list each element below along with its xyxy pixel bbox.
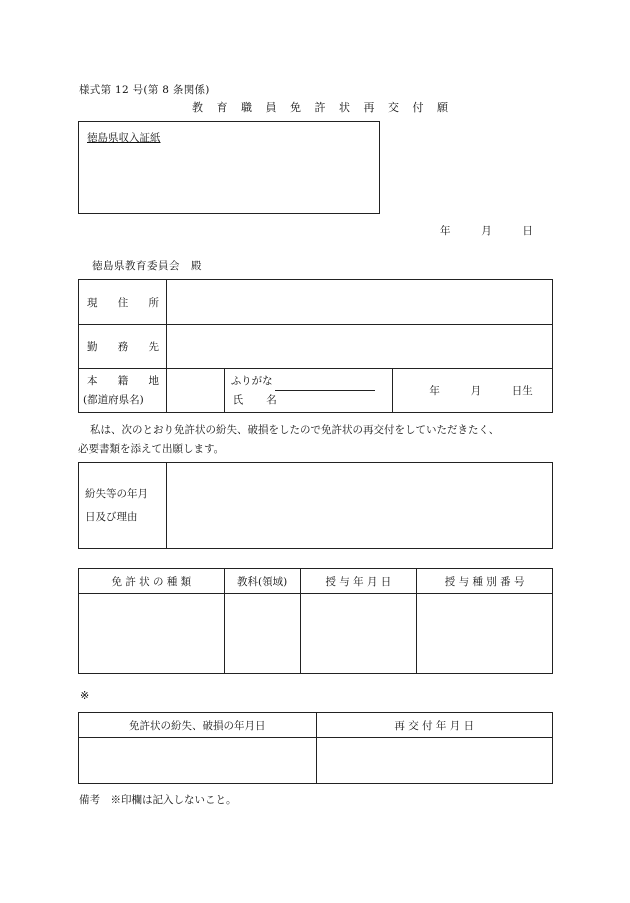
- license-type-header: 免 許 状 の 種 類: [79, 569, 225, 594]
- birth-year-label: 年: [429, 385, 440, 397]
- applicant-table: [78, 279, 553, 413]
- grant-number-field[interactable]: [417, 594, 553, 674]
- domicile-sub-label: (都道府県名): [83, 393, 144, 406]
- declaration-line-1: 私は、次のとおり免許状の紛失、破損をしたので免許状の再交付をしていただきたく、: [90, 424, 500, 436]
- workplace-row: [79, 325, 553, 369]
- date-month-label: 月: [481, 225, 492, 237]
- address-field[interactable]: [166, 280, 552, 325]
- license-table-row: [79, 594, 553, 674]
- reissue-date-header: 再 交 付 年 月 日: [316, 713, 553, 738]
- subject-header: 教科(領域): [224, 569, 300, 594]
- workplace-label: 勤 務 先: [79, 325, 167, 369]
- form-number: 様式第 12 号(第 8 条関係): [79, 84, 210, 96]
- loss-table: [78, 462, 553, 549]
- name-label-2: 名: [266, 393, 277, 406]
- loss-date-header: 免許状の紛失、破損の年月日: [79, 713, 317, 738]
- license-table-header: [79, 569, 553, 594]
- declaration: [78, 421, 558, 459]
- birth-month-label: 月: [470, 385, 482, 397]
- license-type-field[interactable]: [79, 594, 225, 674]
- name-cell[interactable]: [224, 369, 393, 413]
- birth-day-label: 日生: [511, 385, 533, 397]
- document-title: 教 育 職 員 免 許 状 再 交 付 願: [192, 101, 453, 114]
- date-day-label: 日: [522, 225, 533, 237]
- revenue-stamp-label: 徳島県収入証紙: [87, 132, 161, 144]
- grant-date-field[interactable]: [300, 594, 417, 674]
- declaration-line-2: 必要書類を添えて出願します。: [78, 443, 225, 455]
- birth-date-cell[interactable]: [393, 369, 553, 413]
- loss-label: 紛失等の年月 日及び理由: [79, 463, 167, 549]
- loss-date-field[interactable]: [79, 738, 317, 784]
- office-use-mark: ※: [80, 689, 90, 702]
- loss-field[interactable]: [166, 463, 552, 549]
- reissue-table-row: [79, 738, 553, 784]
- domicile-label: 本 籍 地 (都道府県名): [79, 369, 167, 413]
- reissue-table: [78, 712, 553, 784]
- revenue-stamp-box: [78, 121, 380, 214]
- reissue-date-field[interactable]: [316, 738, 553, 784]
- name-label-1: 氏: [232, 393, 244, 406]
- grant-number-header: 授 与 種 別 番 号: [417, 569, 553, 594]
- subject-field[interactable]: [224, 594, 300, 674]
- addressee: 徳島県教育委員会 殿: [92, 260, 202, 272]
- address-row: [79, 280, 553, 325]
- domicile-field[interactable]: [166, 369, 224, 413]
- license-table: [78, 568, 553, 674]
- remarks: 備考 ※印欄は記入しないこと。: [79, 794, 237, 806]
- grant-date-header: 授 与 年 月 日: [300, 569, 417, 594]
- application-date[interactable]: [440, 223, 533, 238]
- address-label: 現 住 所: [79, 280, 167, 325]
- furigana-line[interactable]: [275, 378, 375, 391]
- furigana-label: ふりがな: [230, 374, 273, 387]
- date-year-label: 年: [440, 225, 451, 237]
- workplace-field[interactable]: [166, 325, 552, 369]
- domicile-name-row: [79, 369, 553, 413]
- reissue-table-header: [79, 713, 553, 738]
